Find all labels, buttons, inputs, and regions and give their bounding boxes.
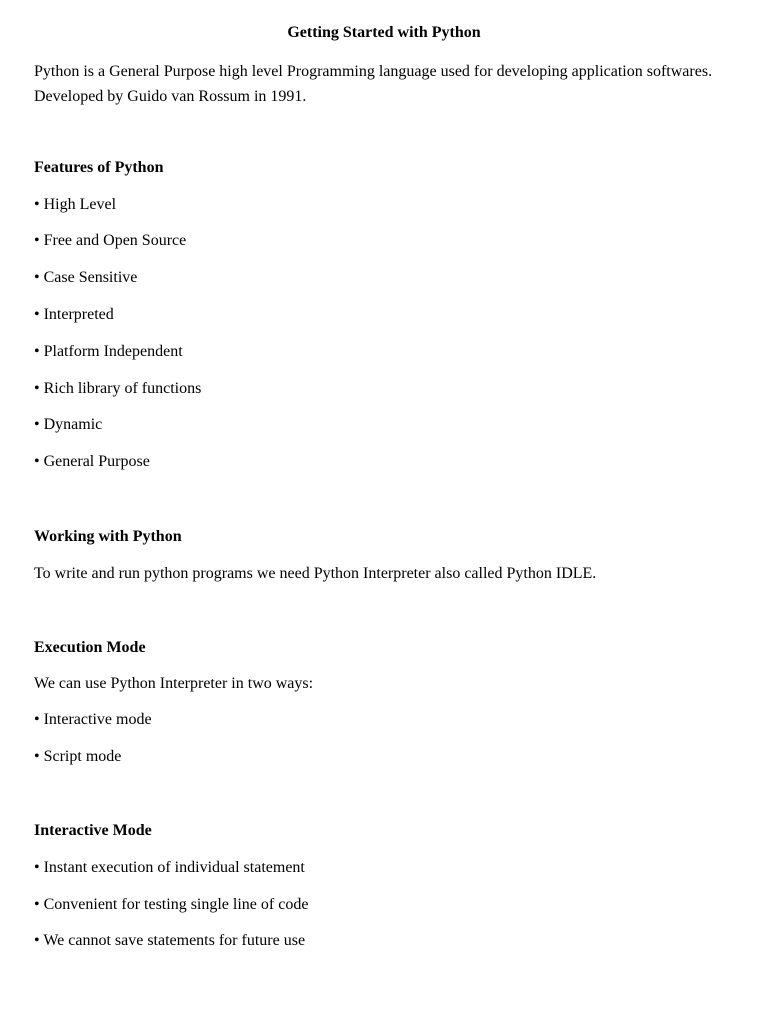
- execution-item: • Script mode: [34, 748, 122, 765]
- feature-item: • Platform Independent: [34, 343, 183, 360]
- working-paragraph: To write and run python programs we need Python Interpreter also called Python IDLE.: [34, 565, 597, 582]
- features-heading: Features of Python: [34, 159, 164, 176]
- working-heading: Working with Python: [34, 528, 182, 545]
- execution-heading: Execution Mode: [34, 639, 146, 656]
- feature-item: • High Level: [34, 196, 117, 213]
- interactive-item: • Convenient for testing single line of code: [34, 896, 309, 913]
- feature-item: • Free and Open Source: [34, 232, 187, 249]
- execution-item: • Interactive mode: [34, 711, 152, 728]
- feature-item: • Rich library of functions: [34, 380, 202, 397]
- execution-paragraph: We can use Python Interpreter in two ways:: [34, 675, 314, 692]
- intro-paragraph: Python is a General Purpose high level Programming language used for developing application softwares. Developed by Guido van Rossum in 1991.: [34, 63, 713, 105]
- document-title: Getting Started with Python: [287, 24, 481, 41]
- feature-item: • Dynamic: [34, 416, 103, 433]
- interactive-item: • Instant execution of individual statement: [34, 859, 305, 876]
- feature-item: • General Purpose: [34, 453, 150, 470]
- feature-item: • Case Sensitive: [34, 269, 138, 286]
- interactive-heading: Interactive Mode: [34, 822, 152, 839]
- interactive-item: • We cannot save statements for future use: [34, 932, 306, 949]
- feature-item: • Interpreted: [34, 306, 114, 323]
